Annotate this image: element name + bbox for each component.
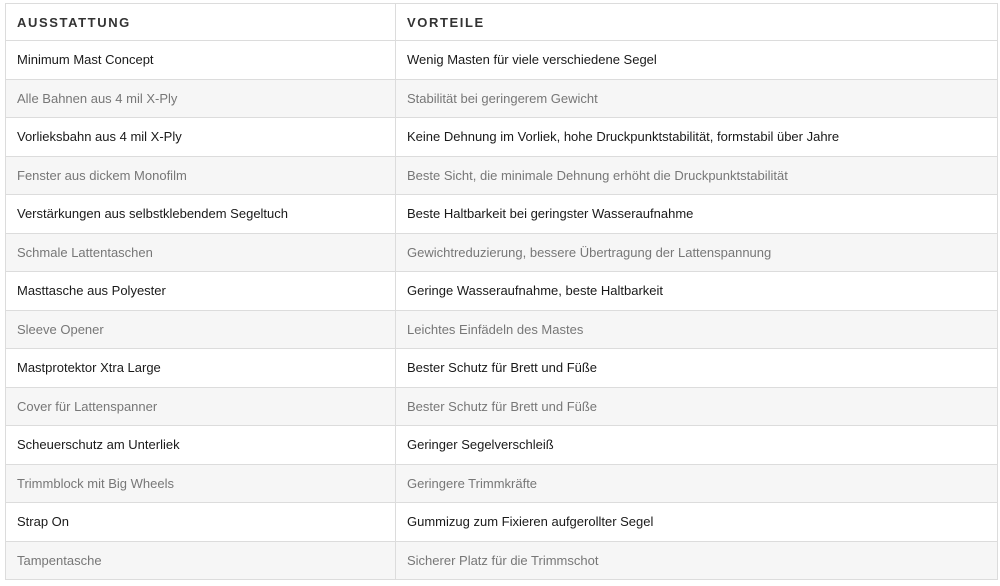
table-row [6, 272, 998, 311]
table-row [6, 503, 998, 542]
feature-cell: Minimum Mast Concept [6, 41, 396, 80]
table-row [6, 541, 998, 580]
table-row [6, 41, 998, 80]
benefit-cell: Leichtes Einfädeln des Mastes [396, 310, 998, 349]
feature-cell: Schmale Lattentaschen [6, 233, 396, 272]
feature-cell: Sleeve Opener [6, 310, 396, 349]
benefit-cell: Sicherer Platz für die Trimmschot [396, 541, 998, 580]
table-row [6, 387, 998, 426]
feature-cell: Verstärkungen aus selbstklebendem Segeltuch [6, 195, 396, 234]
table-row [6, 349, 998, 388]
benefit-cell: Gummizug zum Fixieren aufgerollter Segel [396, 503, 998, 542]
feature-cell: Alle Bahnen aus 4 mil X-Ply [6, 79, 396, 118]
feature-cell: Vorlieksbahn aus 4 mil X-Ply [6, 118, 396, 157]
benefit-cell: Bester Schutz für Brett und Füße [396, 387, 998, 426]
table-row [6, 233, 998, 272]
table-row [6, 464, 998, 503]
table-row [6, 118, 998, 157]
table-row [6, 156, 998, 195]
benefit-cell: Beste Sicht, die minimale Dehnung erhöht die Druckpunktstabilität [396, 156, 998, 195]
benefit-cell: Gewichtreduzierung, bessere Übertragung der Lattenspannung [396, 233, 998, 272]
benefit-cell: Wenig Masten für viele verschiedene Segel [396, 41, 998, 80]
benefit-cell: Bester Schutz für Brett und Füße [396, 349, 998, 388]
benefit-cell: Keine Dehnung im Vorliek, hohe Druckpunktstabilität, formstabil über Jahre [396, 118, 998, 157]
benefit-cell: Geringere Trimmkräfte [396, 464, 998, 503]
feature-cell: Masttasche aus Polyester [6, 272, 396, 311]
feature-cell: Scheuerschutz am Unterliek [6, 426, 396, 465]
table-row [6, 195, 998, 234]
features-table-container [5, 3, 997, 580]
table-row [6, 79, 998, 118]
feature-cell: Fenster aus dickem Monofilm [6, 156, 396, 195]
table-row [6, 310, 998, 349]
benefit-cell: Stabilität bei geringerem Gewicht [396, 79, 998, 118]
feature-cell: Tampentasche [6, 541, 396, 580]
feature-cell: Cover für Lattenspanner [6, 387, 396, 426]
features-table [5, 3, 998, 580]
feature-cell: Strap On [6, 503, 396, 542]
feature-cell: Mastprotektor Xtra Large [6, 349, 396, 388]
benefit-cell: Beste Haltbarkeit bei geringster Wasseraufnahme [396, 195, 998, 234]
benefit-cell: Geringe Wasseraufnahme, beste Haltbarkeit [396, 272, 998, 311]
column-header-vorteile: VORTEILE [396, 4, 998, 41]
table-header-row [6, 4, 998, 41]
benefit-cell: Geringer Segelverschleiß [396, 426, 998, 465]
feature-cell: Trimmblock mit Big Wheels [6, 464, 396, 503]
column-header-ausstattung: AUSSTATTUNG [6, 4, 396, 41]
table-row [6, 426, 998, 465]
